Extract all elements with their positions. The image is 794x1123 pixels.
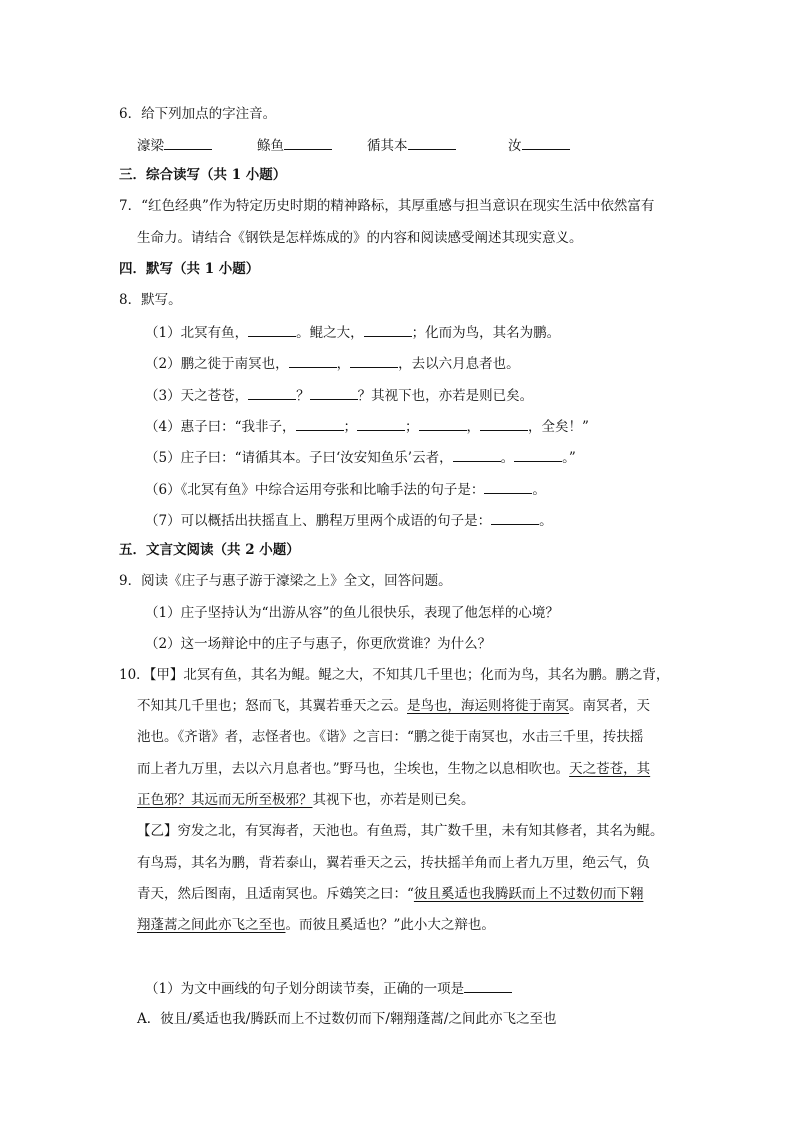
q8-item-4-text-d: ，	[466, 419, 480, 435]
q10-jia-line-2	[137, 697, 650, 715]
q6-item-3: 循其本	[367, 138, 408, 154]
q10-subq-1	[145, 978, 512, 998]
q8-item-5	[145, 447, 576, 467]
q10-yi-line-4-b: 。而彼且奚适也？”此小大之辩也。	[285, 917, 495, 933]
q9-subq-1: （1）庄子坚持认为“出游从容”的鱼儿很快乐，表现了他怎样的心境？	[145, 605, 559, 621]
q10-jia-underlined-2: 天之苍苍，其	[569, 761, 651, 777]
q8-item-1-text-a: （1）北冥有鱼，	[145, 325, 249, 341]
q10-jia-line-2-b: 。南冥者，天	[569, 698, 650, 714]
q6-items-row	[137, 135, 212, 155]
q6-stem: 6．给下列加点的字注音。	[119, 106, 277, 122]
q8-item-2-text-b: ，	[336, 356, 351, 372]
q10-jia-line-3: 池也。《齐谐》者，志怪者也。《谐》之言曰：“鹏之徙于南冥也，水击三千里，抟扶摇	[137, 729, 644, 745]
q8-item-4-blank-2[interactable]	[357, 416, 405, 431]
q8-item-5-text-c: 。”	[562, 450, 576, 466]
q9-subq-2: （2）这一场辩论中的庄子与惠子，你更欣赏谁？为什么？	[145, 636, 492, 652]
q10-jia-underlined-3: 正色邪？其远而无所至极邪？	[137, 792, 313, 808]
q8-item-6	[145, 479, 546, 499]
q10-jia-line-2-a: 不知其几千里也；怒而飞，其翼若垂天之云。	[137, 698, 407, 714]
q6-answer-blank-4[interactable]	[522, 135, 570, 150]
section-4-heading: 四．默写（共 1 小题）	[119, 261, 260, 277]
q10-jia-line-4	[137, 760, 650, 778]
q8-item-3-text-a: （3）天之苍苍，	[145, 388, 249, 404]
q8-item-3-text-c: ？其视下也，亦若是则已矣。	[357, 388, 534, 404]
q7-line-1: 7．“红色经典”作为特定历史时期的精神路标，其厚重感与担当意识在现实生活中依然富有	[119, 198, 655, 214]
q8-item-7-text-b: 。	[539, 513, 553, 529]
q8-item-2-blank-2[interactable]	[350, 353, 398, 368]
q6-item-4: 汝	[508, 138, 522, 154]
q10-yi-underlined-1: 彼且奚适也我腾跃而上不过数仞而下翱	[413, 886, 644, 902]
q6-items-row-2	[257, 135, 332, 155]
q8-item-2	[145, 353, 520, 373]
section-5-heading: 五．文言文阅读（共 2 小题）	[119, 542, 300, 558]
q8-item-5-blank-2[interactable]	[514, 447, 562, 462]
q8-item-4-text-c: ；	[405, 419, 419, 435]
q6-answer-blank-1[interactable]	[164, 135, 212, 150]
q8-item-6-blank-1[interactable]	[484, 479, 532, 494]
q8-item-7-text-a: （7）可以概括出扶摇直上、鹏程万里两个成语的句子是：	[145, 513, 492, 529]
q6-item-1: 濠梁	[137, 138, 164, 154]
q10-yi-line-3-a: 青天，然后图南，且适南冥也。斥鴳笑之曰：“	[137, 886, 414, 902]
q8-item-2-blank-1[interactable]	[289, 353, 337, 368]
q8-item-5-text-a: （5）庄子曰：“请循其本。子曰‘汝安知鱼乐’云者，	[145, 450, 453, 466]
q8-item-7-blank-1[interactable]	[491, 510, 539, 525]
q10-yi-line-2: 有鸟焉，其名为鹏，背若泰山，翼若垂天之云，抟扶摇羊角而上者九万里，绝云气，负	[137, 855, 650, 871]
q6-answer-blank-2[interactable]	[284, 135, 332, 150]
q8-item-4-blank-4[interactable]	[480, 416, 528, 431]
q8-item-4-blank-1[interactable]	[296, 416, 344, 431]
section-3-heading: 三．综合读写（共 1 小题）	[119, 167, 287, 183]
q10-yi-line-3	[137, 885, 643, 903]
q8-item-3-blank-1[interactable]	[248, 385, 296, 400]
q8-item-5-text-b: 。	[500, 450, 515, 466]
q10-jia-line-4-a: 而上者九万里，去以六月息者也。”野马也，尘埃也，生物之以息相吹也。	[137, 761, 570, 777]
q8-item-3-text-b: ？	[296, 388, 310, 404]
q6-items-row-4	[508, 135, 570, 155]
q8-item-2-text-a: （2）鹏之徙于南冥也，	[145, 356, 289, 372]
q8-item-1-text-c: ；化而为鸟，其名为鹏。	[411, 325, 561, 341]
q10-jia-underlined-1: 是鸟也，海运则将徙于南冥	[407, 698, 569, 714]
q8-item-1	[145, 322, 560, 342]
q7-line-2: 生命力。请结合《钢铁是怎样炼成的》的内容和阅读感受阐述其现实意义。	[137, 230, 583, 246]
q10-jia-line-5-b: 其视下也，亦若是则已矣。	[312, 792, 475, 808]
q8-item-6-text-b: 。	[532, 482, 546, 498]
q10-subq-1-blank[interactable]	[464, 978, 512, 993]
q8-stem: 8．默写。	[119, 292, 182, 308]
q6-items-row-3	[367, 135, 456, 155]
q10-jia-line-1: 10．【甲】北冥有鱼，其名为鲲。鲲之大，不知其几千里也；化而为鸟，其名为鹏。鹏之背，	[119, 667, 670, 683]
q10-yi-line-1: 【乙】穷发之北，有冥海者，天池也。有鱼焉，其广数千里，未有知其修者，其名为鲲。	[137, 823, 664, 839]
q8-item-4-blank-3[interactable]	[419, 416, 467, 431]
q8-item-1-blank-2[interactable]	[364, 322, 412, 337]
q8-item-4	[145, 416, 589, 436]
q8-item-1-text-b: 。鲲之大，	[296, 325, 364, 341]
q8-item-1-blank-1[interactable]	[248, 322, 296, 337]
q6-item-2: 鲦鱼	[257, 138, 284, 154]
q9-stem: 9．阅读《庄子与惠子游于濠梁之上》全文，回答问题。	[119, 573, 452, 589]
q8-item-2-text-c: ，去以六月息者也。	[398, 356, 520, 372]
q8-item-7	[145, 510, 553, 530]
q10-yi-line-4	[137, 916, 495, 934]
q8-item-4-text-b: ；	[343, 419, 357, 435]
q8-item-5-blank-1[interactable]	[453, 447, 501, 462]
q10-option-a[interactable]: A．彼且/奚适也我/腾跃而上不过数仞而下/翱翔蓬蒿/之间此亦飞之至也	[137, 1011, 557, 1027]
q10-subq-1-text: （1）为文中画线的句子划分朗读节奏，正确的一项是	[145, 981, 465, 997]
q8-item-3-blank-2[interactable]	[310, 385, 358, 400]
q10-yi-underlined-2: 翔蓬蒿之间此亦飞之至也	[137, 917, 286, 933]
q10-jia-line-5	[137, 791, 475, 809]
q8-item-3	[145, 385, 533, 405]
q8-item-6-text-a: （6）《北冥有鱼》中综合运用夸张和比喻手法的句子是：	[145, 482, 485, 498]
q6-answer-blank-3[interactable]	[408, 135, 456, 150]
q8-item-4-text-a: （4）惠子曰：“我非子，	[145, 419, 296, 435]
q8-item-4-text-e: ，全矣！”	[528, 419, 589, 435]
